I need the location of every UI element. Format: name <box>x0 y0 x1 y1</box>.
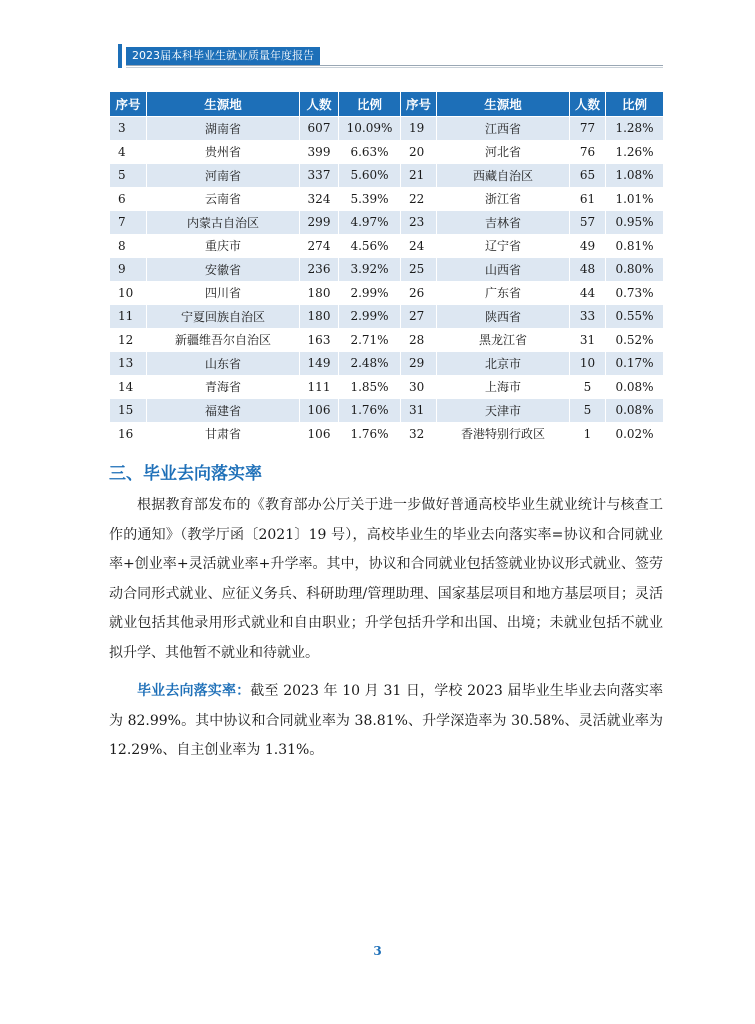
cell-count: 1 <box>570 422 606 446</box>
cell-origin: 福建省 <box>147 399 300 423</box>
cell-count: 149 <box>300 352 339 376</box>
cell-origin: 陕西省 <box>437 305 570 329</box>
cell-ratio: 1.76% <box>339 422 401 446</box>
cell-index: 3 <box>110 117 147 141</box>
header-rule <box>126 65 663 66</box>
cell-count: 163 <box>300 328 339 352</box>
cell-index: 24 <box>401 234 437 258</box>
cell-ratio: 1.01% <box>606 187 664 211</box>
table-row <box>110 140 664 164</box>
page-number: 3 <box>373 944 382 958</box>
paragraph-definition: 根据教育部发布的《教育部办公厅关于进一步做好普通高校毕业生就业统计与核查工作的通知》（教学厅函〔2021〕19 号），高校毕业生的毕业去向落实率=协议和合同就业率+创业率+灵活就业率+升学率。其中，协议和合同就业包括签就业协议形式就业、签劳动合同形式就业、应征义务兵、科研助理/管理助理、国家基层项目和地方基层项目；灵活就业包括其他录用形式就业和自由职业；升学包括升学和出国、出境；未就业包括不就业拟升学、其他暂不就业和待就业。 <box>109 497 663 661</box>
cell-origin: 内蒙古自治区 <box>147 211 300 235</box>
cell-origin: 黑龙江省 <box>437 328 570 352</box>
cell-ratio: 0.17% <box>606 352 664 376</box>
cell-ratio: 4.56% <box>339 234 401 258</box>
cell-ratio: 0.08% <box>606 375 664 399</box>
col-header-ratio-2: 比例 <box>606 92 664 117</box>
table-row <box>110 399 664 423</box>
cell-ratio: 0.55% <box>606 305 664 329</box>
cell-count: 31 <box>570 328 606 352</box>
cell-index: 21 <box>401 164 437 188</box>
cell-ratio: 0.73% <box>606 281 664 305</box>
table-row <box>110 281 664 305</box>
cell-ratio: 5.39% <box>339 187 401 211</box>
cell-index: 8 <box>110 234 147 258</box>
col-header-index: 序号 <box>110 92 147 117</box>
cell-index: 31 <box>401 399 437 423</box>
cell-index: 9 <box>110 258 147 282</box>
cell-ratio: 1.08% <box>606 164 664 188</box>
cell-origin: 甘肃省 <box>147 422 300 446</box>
cell-index: 11 <box>110 305 147 329</box>
cell-ratio: 1.28% <box>606 117 664 141</box>
table-row <box>110 117 664 141</box>
table-row <box>110 352 664 376</box>
col-header-count: 人数 <box>300 92 339 117</box>
cell-index: 29 <box>401 352 437 376</box>
cell-index: 15 <box>110 399 147 423</box>
cell-ratio: 6.63% <box>339 140 401 164</box>
cell-count: 5 <box>570 399 606 423</box>
cell-origin: 天津市 <box>437 399 570 423</box>
cell-index: 10 <box>110 281 147 305</box>
cell-count: 65 <box>570 164 606 188</box>
cell-ratio: 5.60% <box>339 164 401 188</box>
cell-ratio: 0.80% <box>606 258 664 282</box>
cell-origin: 江西省 <box>437 117 570 141</box>
table-row <box>110 211 664 235</box>
rate-text: 截至 2023 年 10 月 31 日，学校 2023 届毕业生毕业去向落实率为 82.99%。其中协议和合同就业率为 38.81%、升学深造率为 30.58%、灵活就业率为 12.29%、自主创业率为 1.31%。 <box>109 683 663 758</box>
cell-count: 77 <box>570 117 606 141</box>
cell-index: 20 <box>401 140 437 164</box>
cell-count: 180 <box>300 281 339 305</box>
cell-count: 61 <box>570 187 606 211</box>
col-header-origin-2: 生源地 <box>437 92 570 117</box>
cell-index: 16 <box>110 422 147 446</box>
cell-origin: 山西省 <box>437 258 570 282</box>
cell-index: 7 <box>110 211 147 235</box>
cell-count: 76 <box>570 140 606 164</box>
cell-ratio: 1.85% <box>339 375 401 399</box>
cell-count: 106 <box>300 399 339 423</box>
cell-index: 19 <box>401 117 437 141</box>
cell-origin: 西藏自治区 <box>437 164 570 188</box>
origin-table <box>109 91 664 446</box>
cell-origin: 安徽省 <box>147 258 300 282</box>
cell-ratio: 2.99% <box>339 305 401 329</box>
cell-count: 111 <box>300 375 339 399</box>
cell-origin: 湖南省 <box>147 117 300 141</box>
cell-origin: 上海市 <box>437 375 570 399</box>
cell-ratio: 1.76% <box>339 399 401 423</box>
cell-count: 57 <box>570 211 606 235</box>
cell-origin: 香港特别行政区 <box>437 422 570 446</box>
cell-ratio: 1.26% <box>606 140 664 164</box>
cell-count: 337 <box>300 164 339 188</box>
report-header <box>118 44 663 68</box>
table-header-row <box>110 92 664 117</box>
cell-count: 299 <box>300 211 339 235</box>
cell-count: 106 <box>300 422 339 446</box>
cell-ratio: 3.92% <box>339 258 401 282</box>
cell-ratio: 0.08% <box>606 399 664 423</box>
cell-index: 27 <box>401 305 437 329</box>
table-row <box>110 305 664 329</box>
cell-index: 5 <box>110 164 147 188</box>
cell-count: 399 <box>300 140 339 164</box>
cell-index: 6 <box>110 187 147 211</box>
col-header-ratio: 比例 <box>339 92 401 117</box>
cell-index: 14 <box>110 375 147 399</box>
cell-origin: 辽宁省 <box>437 234 570 258</box>
cell-ratio: 10.09% <box>339 117 401 141</box>
cell-index: 32 <box>401 422 437 446</box>
table-row <box>110 234 664 258</box>
col-header-index-2: 序号 <box>401 92 437 117</box>
cell-index: 30 <box>401 375 437 399</box>
table-row <box>110 375 664 399</box>
cell-count: 324 <box>300 187 339 211</box>
cell-origin: 四川省 <box>147 281 300 305</box>
cell-origin: 重庆市 <box>147 234 300 258</box>
table-row <box>110 422 664 446</box>
table-row <box>110 258 664 282</box>
cell-ratio: 0.02% <box>606 422 664 446</box>
cell-index: 13 <box>110 352 147 376</box>
cell-count: 236 <box>300 258 339 282</box>
cell-origin: 河南省 <box>147 164 300 188</box>
cell-ratio: 2.48% <box>339 352 401 376</box>
cell-origin: 广东省 <box>437 281 570 305</box>
cell-index: 28 <box>401 328 437 352</box>
cell-ratio: 2.71% <box>339 328 401 352</box>
cell-index: 23 <box>401 211 437 235</box>
header-title: 2023届本科毕业生就业质量年度报告 <box>126 47 320 65</box>
cell-count: 10 <box>570 352 606 376</box>
cell-origin: 新疆维吾尔自治区 <box>147 328 300 352</box>
table-row <box>110 164 664 188</box>
cell-index: 22 <box>401 187 437 211</box>
header-accent-bar <box>118 44 122 68</box>
cell-index: 26 <box>401 281 437 305</box>
cell-index: 12 <box>110 328 147 352</box>
cell-count: 607 <box>300 117 339 141</box>
cell-origin: 云南省 <box>147 187 300 211</box>
cell-count: 49 <box>570 234 606 258</box>
cell-count: 274 <box>300 234 339 258</box>
rate-lead-label: 毕业去向落实率： <box>137 683 251 699</box>
cell-origin: 河北省 <box>437 140 570 164</box>
paragraph-rate <box>109 677 663 766</box>
table-row <box>110 187 664 211</box>
cell-origin: 宁夏回族自治区 <box>147 305 300 329</box>
section-title: 三、毕业去向落实率 <box>109 464 262 484</box>
cell-origin: 青海省 <box>147 375 300 399</box>
col-header-count-2: 人数 <box>570 92 606 117</box>
cell-ratio: 4.97% <box>339 211 401 235</box>
cell-origin: 北京市 <box>437 352 570 376</box>
cell-index: 4 <box>110 140 147 164</box>
cell-count: 44 <box>570 281 606 305</box>
cell-origin: 山东省 <box>147 352 300 376</box>
cell-ratio: 2.99% <box>339 281 401 305</box>
cell-index: 25 <box>401 258 437 282</box>
cell-origin: 贵州省 <box>147 140 300 164</box>
cell-ratio: 0.95% <box>606 211 664 235</box>
header-rule-secondary <box>126 67 663 68</box>
cell-count: 5 <box>570 375 606 399</box>
table-row <box>110 328 664 352</box>
cell-origin: 吉林省 <box>437 211 570 235</box>
cell-count: 33 <box>570 305 606 329</box>
cell-ratio: 0.52% <box>606 328 664 352</box>
cell-origin: 浙江省 <box>437 187 570 211</box>
cell-count: 48 <box>570 258 606 282</box>
col-header-origin: 生源地 <box>147 92 300 117</box>
cell-ratio: 0.81% <box>606 234 664 258</box>
cell-count: 180 <box>300 305 339 329</box>
